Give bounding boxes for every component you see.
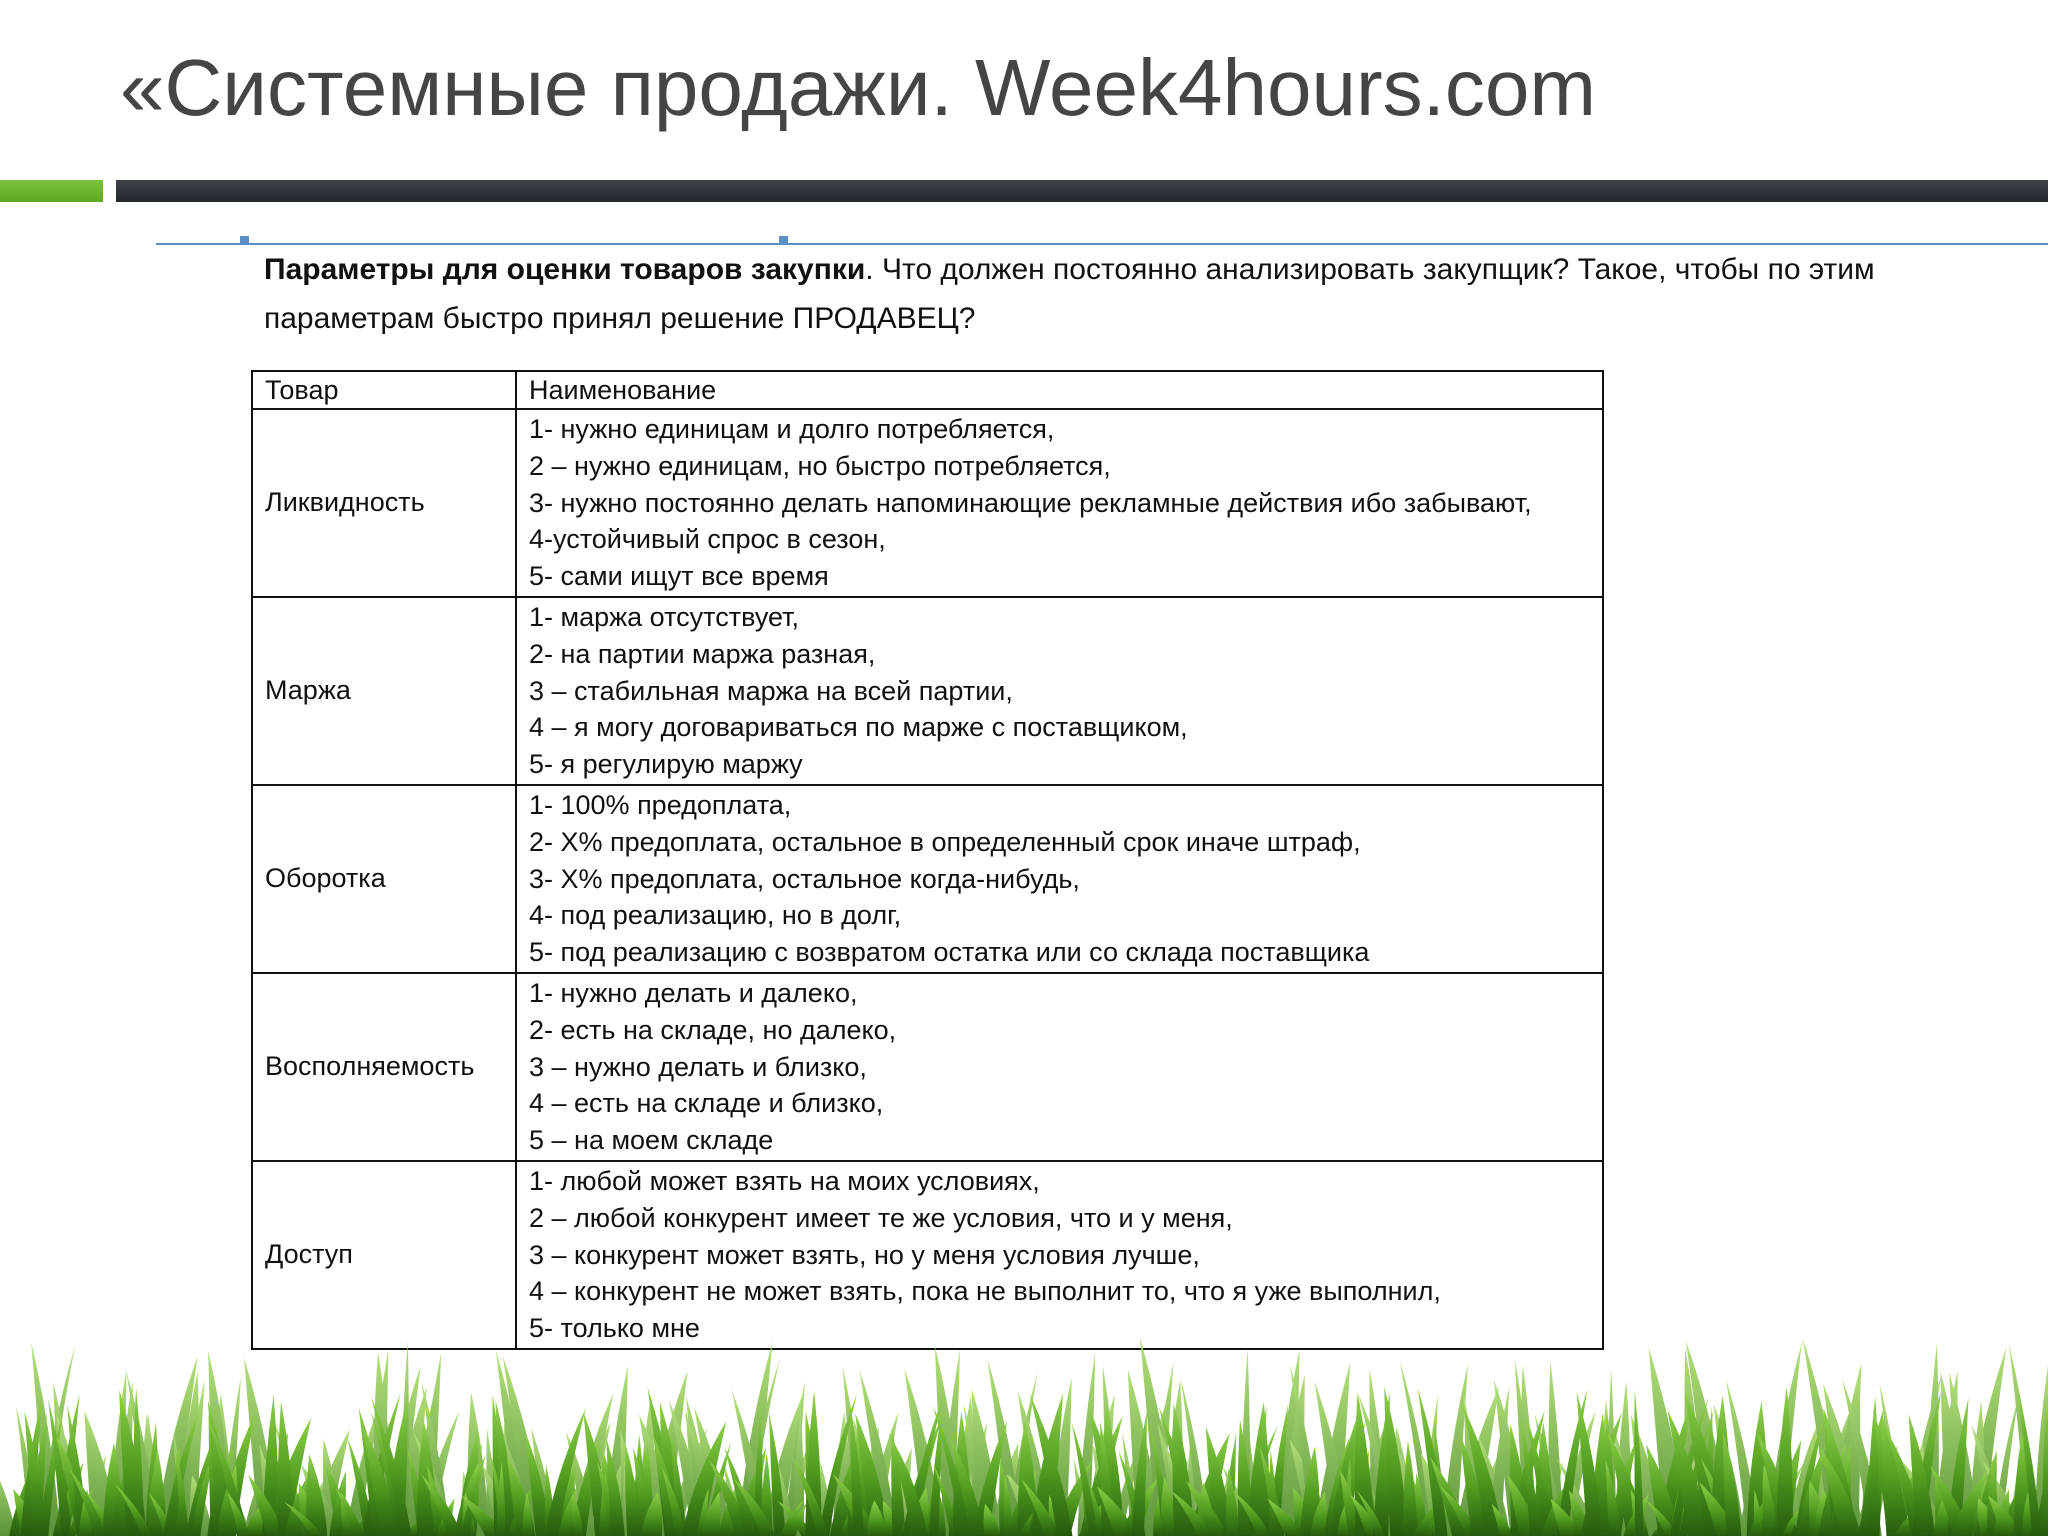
desc-line: 4 – я могу договариваться по марже с поставщиком, [529, 712, 1188, 743]
desc-line: 2 – нужно единицам, но быстро потребляется, [529, 450, 1111, 481]
intro-bold-text: Параметры для оценки товаров закупки [264, 253, 866, 286]
desc-line: 4 – есть на складе и близко, [529, 1088, 884, 1119]
accent-bar-green [0, 180, 103, 202]
desc-cell [516, 785, 1603, 973]
desc-line: 4-устойчивый спрос в сезон, [529, 524, 886, 555]
desc-line: 1- маржа отсутствует, [529, 601, 800, 632]
selection-handle-left [240, 236, 249, 245]
param-cell: Ликвидность [252, 409, 516, 597]
desc-line: 2- есть на складе, но далеко, [529, 1014, 897, 1045]
desc-line: 3- нужно постоянно делать напоминающие рекламные действия ибо забывают, [529, 487, 1532, 518]
desc-line: 4- под реализацию, но в долг, [529, 900, 902, 931]
desc-line: 5 – на моем складе [529, 1125, 774, 1156]
param-cell: Маржа [252, 597, 516, 785]
desc-line: 5- под реализацию с возвратом остатка или со склада поставщика [529, 937, 1370, 968]
desc-line: 4 – конкурент не может взять, пока не выполнит то, что я уже выполнил, [529, 1276, 1441, 1307]
desc-cell [516, 973, 1603, 1161]
grass-blade [1867, 1396, 1880, 1536]
table-row [252, 597, 1603, 785]
desc-line: 1- нужно делать и далеко, [529, 977, 858, 1008]
desc-line: 5- я регулирую маржу [529, 749, 803, 780]
header-cell-product: Товар [252, 371, 516, 409]
table-header-row [252, 371, 1603, 409]
desc-line: 5- сами ищут все время [529, 561, 829, 592]
param-cell: Доступ [252, 1161, 516, 1349]
selection-handle-middle [779, 236, 788, 245]
desc-line: 3 – конкурент может взять, но у меня условия лучше, [529, 1239, 1200, 1270]
desc-line: 1- 100% предоплата, [529, 789, 792, 820]
parameters-table [251, 370, 1604, 1350]
intro-text: . Что должен постоянно анализировать закупщик? Такое, чтобы по этим параметрам быстро принял решение ПРОДАВЕЦ? [264, 253, 1875, 335]
desc-line: 1- нужно единицам и долго потребляется, [529, 414, 1055, 444]
desc-line: 1- любой может взять на моих условиях, [529, 1165, 1040, 1196]
grass-decoration-icon [0, 1290, 2048, 1536]
desc-line: 2- Х% предоплата, остальное в определенный срок иначе штраф, [529, 826, 1361, 857]
desc-line: 2- на партии маржа разная, [529, 638, 876, 669]
table-row [252, 409, 1603, 597]
desc-line: 3 – стабильная маржа на всей партии, [529, 675, 1013, 706]
desc-line: 5- только мне [529, 1313, 700, 1344]
header-cell-name: Наименование [516, 371, 1603, 409]
slide-title: «Системные продажи. Week4hours.com [120, 43, 1596, 132]
header-bar-dark [116, 180, 2048, 202]
desc-line: 3- Х% предоплата, остальное когда-нибудь, [529, 863, 1080, 894]
table-row [252, 973, 1603, 1161]
desc-line: 2 – любой конкурент имеет те же условия, что и у меня, [529, 1202, 1233, 1233]
table-row [252, 785, 1603, 973]
desc-line: 3 – нужно делать и близко, [529, 1051, 867, 1082]
param-cell: Оборотка [252, 785, 516, 973]
intro-paragraph [264, 245, 2004, 343]
param-cell: Восполняемость [252, 973, 516, 1161]
desc-cell [516, 409, 1603, 597]
desc-cell [516, 597, 1603, 785]
